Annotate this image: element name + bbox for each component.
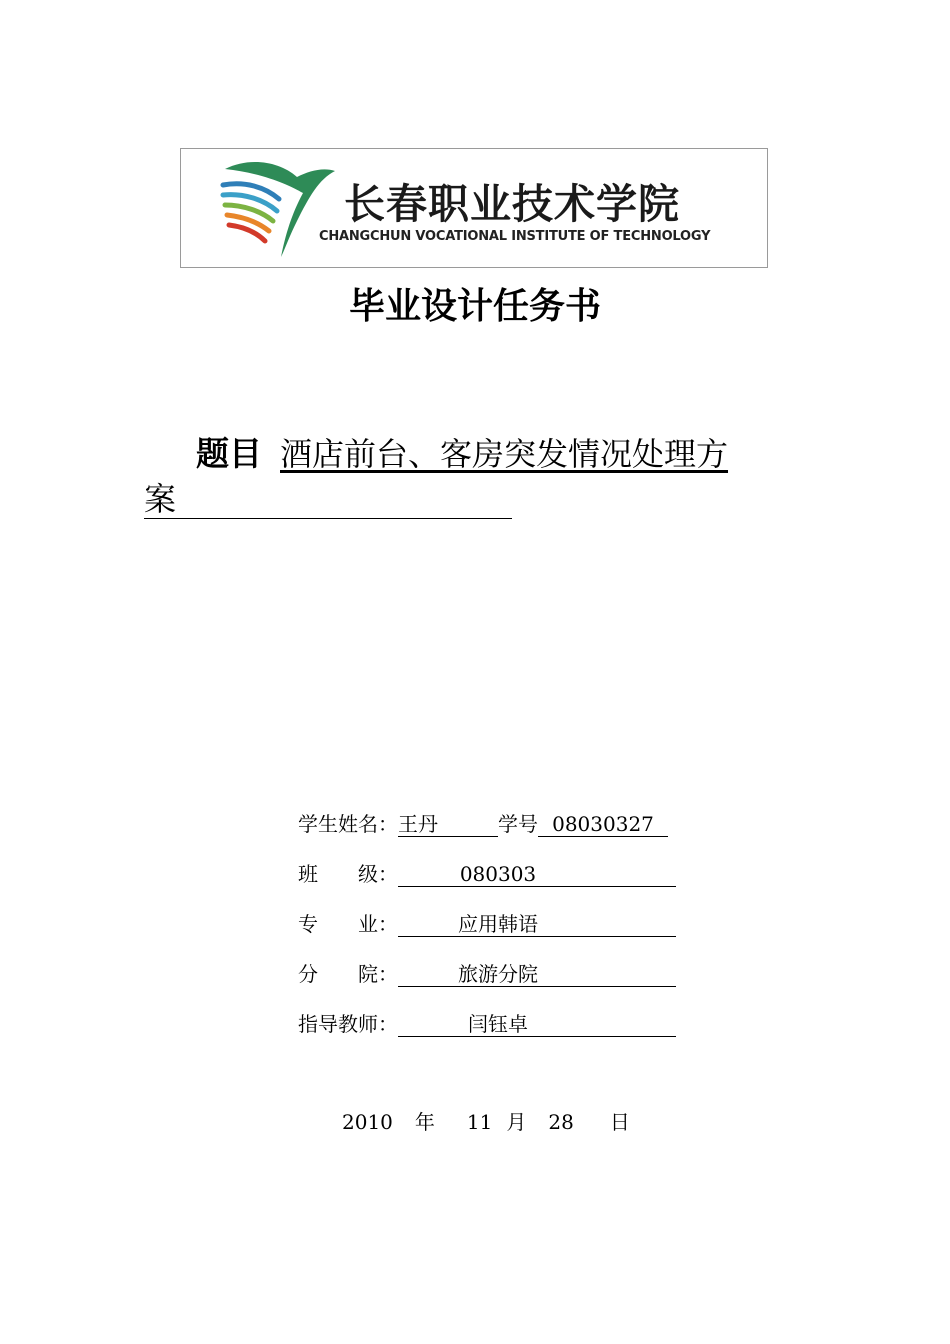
document-title: 毕业设计任务书 (348, 286, 601, 327)
student-id-value: 08030327 (538, 812, 668, 837)
date-month-unit: 月 (506, 1110, 527, 1134)
student-id-label: 学号 (498, 812, 538, 836)
student-name-label: 学生姓名： (298, 812, 398, 836)
college-logo (180, 148, 768, 268)
date-year-unit: 年 (414, 1110, 435, 1134)
college-name-en: CHANGCHUN VOCATIONAL INSTITUTE OF TECHNOLOGY (319, 229, 711, 244)
advisor-value: 闫钰卓 (468, 1012, 528, 1036)
issue-date (342, 1106, 630, 1135)
student-name-row (298, 810, 668, 838)
date-day: 28 (548, 1110, 574, 1134)
topic-text-line2: 案 (144, 480, 512, 519)
major-row (298, 910, 676, 938)
logo-emblem-icon (219, 157, 339, 261)
major-value: 应用韩语 (458, 912, 538, 936)
school-value: 旅游分院 (458, 962, 538, 986)
major-label: 专 业： (298, 912, 398, 936)
date-day-unit: 日 (609, 1110, 630, 1134)
school-label: 分 院： (298, 962, 398, 986)
topic-line-continued (144, 480, 512, 519)
date-year: 2010 (342, 1110, 393, 1134)
college-name-cn: 长春职业技术学院 (344, 180, 680, 228)
advisor-row (298, 1010, 676, 1038)
class-value: 080303 (459, 862, 537, 886)
advisor-label: 指导教师： (298, 1012, 398, 1036)
topic-label: 题目 (196, 434, 262, 473)
topic-line (196, 428, 728, 475)
topic-text-line1: 酒店前台、客房突发情况处理方 (280, 435, 729, 473)
school-row (298, 960, 676, 988)
student-name-value: 王丹 (398, 812, 498, 837)
class-label: 班 级： (298, 862, 398, 886)
date-month: 11 (466, 1110, 493, 1134)
class-row (298, 860, 676, 888)
